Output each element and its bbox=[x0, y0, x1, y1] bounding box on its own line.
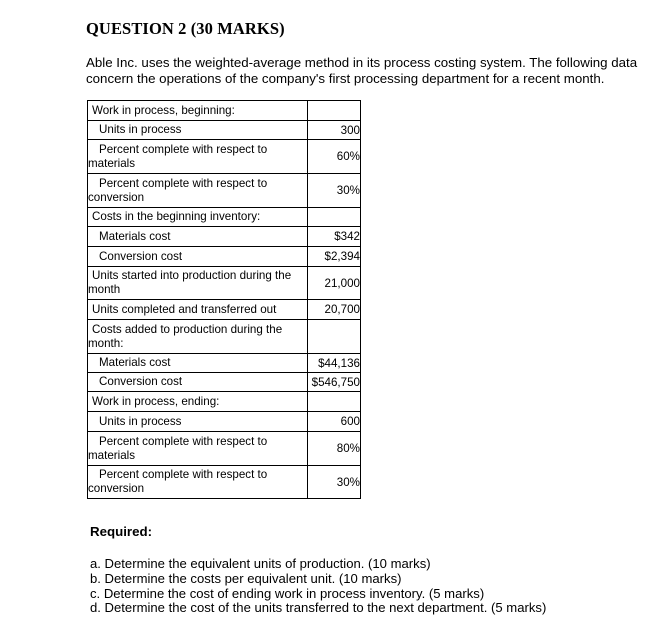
table-cell-label: Percent complete with respect to materials bbox=[88, 140, 308, 174]
table-row bbox=[88, 208, 361, 227]
required-list bbox=[90, 557, 546, 616]
table-row bbox=[88, 373, 361, 392]
table-cell-value: 30% bbox=[308, 466, 361, 499]
table-row bbox=[88, 392, 361, 412]
intro-line: concern the operations of the company's first processing department for a recent month. bbox=[86, 71, 605, 86]
table-cell-label: Percent complete with respect to conversion bbox=[88, 466, 308, 499]
table-row bbox=[88, 300, 361, 320]
table-cell-label: Costs added to production during the month: bbox=[88, 320, 308, 354]
table-row bbox=[88, 174, 361, 208]
table-cell-value: $44,136 bbox=[308, 354, 361, 373]
table-cell-label: Percent complete with respect to conversion bbox=[88, 174, 308, 208]
table-cell-value bbox=[308, 101, 361, 121]
table-cell-label: Units completed and transferred out bbox=[88, 300, 308, 320]
table-cell-label: Units in process bbox=[88, 121, 308, 140]
required-heading: Required: bbox=[90, 524, 153, 539]
table-cell-label: Materials cost bbox=[88, 227, 308, 247]
table-cell-value: 300 bbox=[308, 121, 361, 140]
table-cell-value: 20,700 bbox=[308, 300, 361, 320]
table-row bbox=[88, 227, 361, 247]
question-title: QUESTION 2 (30 MARKS) bbox=[86, 19, 285, 38]
table-row bbox=[88, 354, 361, 373]
table-cell-value: $2,394 bbox=[308, 247, 361, 267]
table-cell-label: Units in process bbox=[88, 412, 308, 432]
table-cell-value: $546,750 bbox=[308, 373, 361, 392]
table-cell-value bbox=[308, 320, 361, 354]
table-cell-label: Conversion cost bbox=[88, 247, 308, 267]
table-cell-label: Conversion cost bbox=[88, 373, 308, 392]
required-item: a. Determine the equivalent units of production. (10 marks) bbox=[90, 556, 431, 571]
table-row bbox=[88, 121, 361, 140]
table-cell-value: 600 bbox=[308, 412, 361, 432]
table-cell-value: 30% bbox=[308, 174, 361, 208]
table-cell-label: Units started into production during the month bbox=[88, 267, 308, 300]
table-cell-label: Work in process, ending: bbox=[88, 392, 308, 412]
intro-paragraph bbox=[86, 55, 646, 87]
required-item: b. Determine the costs per equivalent unit. (10 marks) bbox=[90, 570, 402, 586]
table-cell-label: Materials cost bbox=[88, 354, 308, 373]
table-row bbox=[88, 140, 361, 174]
table-cell-value bbox=[308, 392, 361, 412]
table-cell-value: 21,000 bbox=[308, 267, 361, 300]
table-row bbox=[88, 320, 361, 354]
required-item: d. Determine the cost of the units transferred to the next department. (5 marks) bbox=[90, 600, 547, 616]
table-cell-value: $342 bbox=[308, 227, 361, 247]
table-row bbox=[88, 412, 361, 432]
table-cell-value: 80% bbox=[308, 432, 361, 466]
required-item: c. Determine the cost of ending work in process inventory. (5 marks) bbox=[90, 585, 485, 601]
table-row bbox=[88, 101, 361, 121]
table-row bbox=[88, 466, 361, 499]
table-row bbox=[88, 267, 361, 300]
table-cell-label: Costs in the beginning inventory: bbox=[88, 208, 308, 227]
table-cell-value bbox=[308, 208, 361, 227]
table-cell-label: Percent complete with respect to materials bbox=[88, 432, 308, 466]
table-row bbox=[88, 247, 361, 267]
intro-line: Able Inc. uses the weighted-average method in its process costing system. The following data bbox=[86, 55, 638, 70]
process-costing-data-table bbox=[87, 100, 361, 499]
table-row bbox=[88, 432, 361, 466]
table-cell-value: 60% bbox=[308, 140, 361, 174]
table-cell-label: Work in process, beginning: bbox=[88, 101, 308, 121]
